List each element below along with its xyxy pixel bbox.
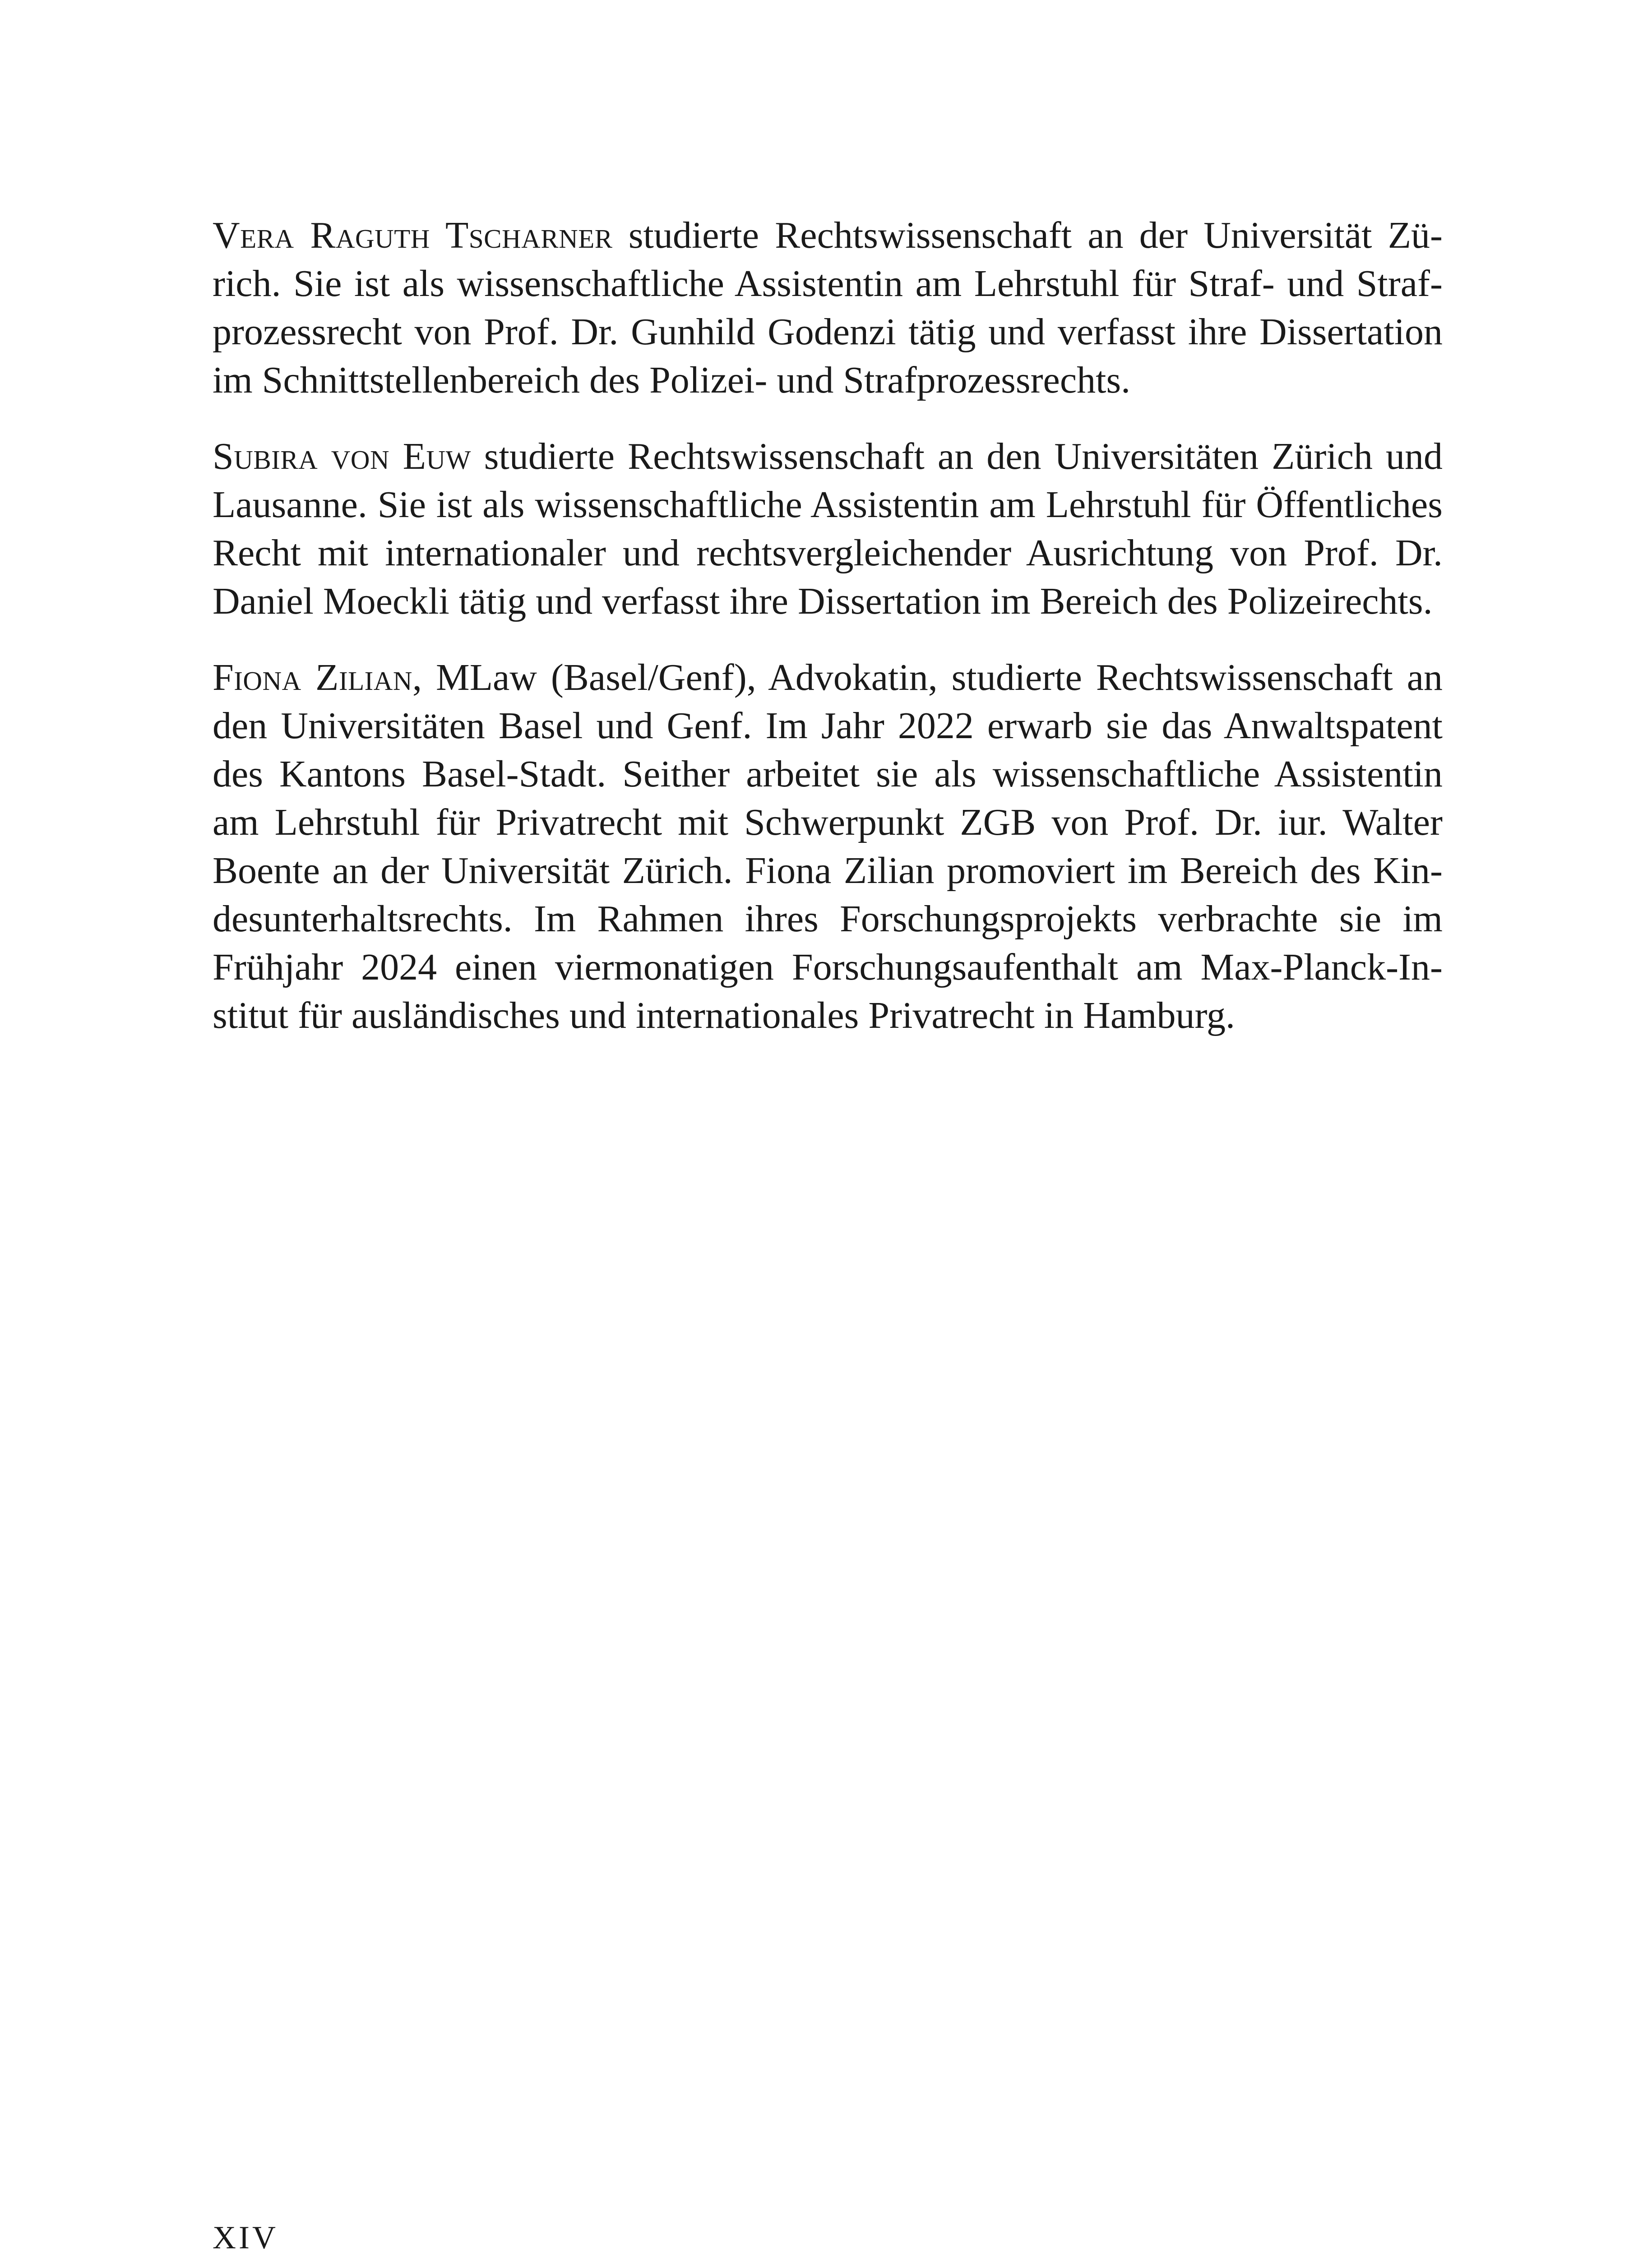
bio-name: Vera Raguth Tscharner (213, 214, 613, 256)
bio-text: , MLaw (Basel/Genf), Advokatin, studierte Rechtswissenschaft an den Universitäten Basel und Genf. Im Jahr 2022 erwarb sie das Anwaltspatent des Kantons Basel-Stadt. Seither arbeitet sie als wissenschaftliche Assistentin am Lehrstuhl für Privatrecht mit Schwerpunkt ZGB von Prof. Dr. iur. Walter Boente an der Universität Zürich. Fiona Zilian promoviert im Bereich des Kindesunterhaltsrechts. Im Rahmen ihres Forschungsprojekts verbrachte sie im Frühjahr 2024 einen viermonatigen Forschungsaufenthalt am Max-Planck-Institut für ausländisches und internationales Privatrecht in Hamburg. (213, 656, 1443, 1036)
bio-paragraph (213, 653, 1443, 1040)
bio-name: Subira von Euw (213, 435, 471, 477)
contributors-bios (213, 211, 1443, 1068)
bio-text: studierte Rechtswissenschaft an der Universität Zürich. Sie ist als wissenschaftliche Assistentin am Lehrstuhl für Straf- und Strafprozessrecht von Prof. Dr. Gunhild Godenzi tätig und verfasst ihre Dissertation im Schnittstellenbereich des Polizei- und Strafprozessrechts. (213, 214, 1443, 401)
bio-name: Fiona Zilian (213, 656, 413, 698)
page-number: XIV (213, 2219, 278, 2256)
bio-paragraph (213, 211, 1443, 404)
bio-paragraph (213, 432, 1443, 625)
bio-text: studierte Rechtswissenschaft an den Universitäten Zürich und Lausanne. Sie ist als wissenschaftliche Assistentin am Lehrstuhl für Öffentliches Recht mit internationaler und rechtsvergleichender Ausrichtung von Prof. Dr. Daniel Moeckli tätig und verfasst ihre Dissertation im Bereich des Polizeirechts. (213, 435, 1443, 622)
